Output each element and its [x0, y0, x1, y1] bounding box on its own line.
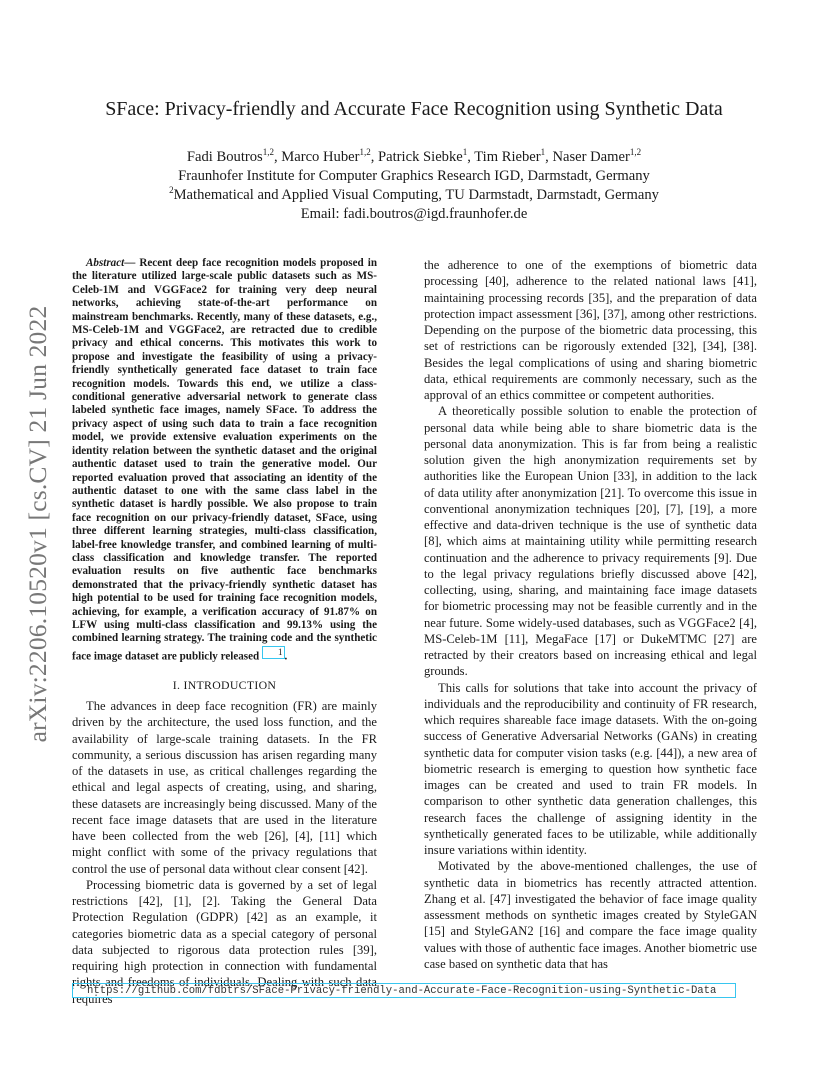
author-name: , Tim Rieber [467, 149, 541, 165]
paragraph: the adherence to one of the exemptions of biometric data processing [40], adherence to the related national laws [41], maintaining processing records [35], and the preparation of data protection impact assessment [36], [37], among other restrictions. Depending on the purpose of the biometric data processing, this set of restrictions can be rigorously extended [32], [34], [38]. Besides the legal complications of using and sharing biometric data, ethical requirements are commonly necessary, such as the approval of an ethics committee or competent authorities. [424, 258, 757, 402]
author-affil: 1,2 [629, 147, 642, 158]
paragraph: The advances in deep face recognition (FR) are mainly driven by the architecture, the used loss function, and the availability of large-scale training datasets. In the FR community, a serious discussion has arisen regarding many of the datasets in use, as critical challenges regarding the ethical and legal aspects of creating, using, and sharing, these datasets are increasingly being discussed. Many of the recent face image datasets that are used in the literature have been collected from the web [26], [4], [11] which might conflict with some of the privacy regulations that control the use of personal data without clear consent [42]. [72, 699, 377, 876]
author-affil: 1 [462, 147, 468, 158]
footnote-number [72, 983, 75, 995]
abstract-end: . [284, 650, 288, 663]
paper-title: SFace: Privacy-friendly and Accurate Face Recognition using Synthetic Data [105, 98, 723, 120]
author-list [0, 147, 828, 167]
author-affil: 1,2 [262, 147, 274, 158]
paragraph: This calls for solutions that take into account the privacy of individuals and the reproducibility and continuity of FR research, which requires shareable face image datasets. With the on-going success of Generative Adversarial Networks (GANs) in creating synthetic data for computer vision tasks (e.g. [44]), a new area of biometric research is emerging to question how synthetic face images can be created and used to train FR models. In comparison to other synthetic data generation challenges, this research faces the challenge of assigning identity in the synthetically generated faces to be utilizable, while additionally insure variations within identity. [424, 680, 757, 857]
abstract [72, 257, 377, 664]
footnote-url[interactable]: https://github.com/fdbtrs/SFace-Privacy-friendly-and-Accurate-Face-Recognition-using-Synthetic-Data [87, 985, 717, 997]
affiliation-2 [0, 185, 828, 205]
author-name: Fadi Boutros [186, 149, 263, 165]
affiliation-1: Fraunhofer Institute for Computer Graphics Research IGD, Darmstadt, Germany [178, 168, 650, 184]
paragraph: Motivated by the above-mentioned challenges, the use of synthetic data in biometrics has recently attracted attention. Zhang et al. [47] investigated the behavior of face image quality assessment methods on synthetic images created by StyleGAN [15] and StyleGAN2 [16] and compare the face image quality values with those of authentic face images. Another biometric use case based on synthetic data that has [424, 859, 757, 971]
affil-marker: 2 [169, 185, 174, 196]
arxiv-identifier: arXiv:2206.10520v1 [cs.CV] 21 Jun 2022 [23, 305, 52, 743]
section-heading: I. INTRODUCTION [172, 677, 277, 692]
footnote-url-link[interactable] [72, 983, 736, 998]
author-name: , Marco Huber [273, 149, 360, 165]
author-name: , Patrick Siebke [370, 149, 463, 165]
footnote-link[interactable]: 1 [262, 646, 285, 659]
left-column [72, 257, 377, 1007]
right-column [424, 257, 757, 972]
abstract-text: — Recent deep face recognition models proposed in the literature utilized large-scale public datasets such as MS-Celeb-1M and VGGFace2 for training very deep neural networks, achieving state-of-the-art performance on mainstream benchmarks. Recently, many of these datasets, e.g., MS-Celeb-1M and VGGFace2, are retracted due to credible privacy and ethical concerns. This motivates this work to propose and investigate the feasibility of using a privacy-friendly synthetically generated face dataset to train face recognition models. Towards this end, we utilize a class-conditional generative adversarial network to generate class labeled synthetic face images, namely SFace. To address the privacy aspect of using such data to train a face recognition model, we provide extensive evaluation experiments on the identity relation between the synthetic dataset and the original authentic dataset used to train the generative model. Our reported evaluation proved that associating an identity of the authentic dataset to one with the same class label in the synthetic dataset is hardly possible. We also propose to train face recognition on our privacy-friendly dataset, SFace, using three different learning strategies, multi-class classification, label-free knowledge transfer, and combined learning of multi-class classification and knowledge transfer. The reported evaluation results on five authentic face benchmarks demonstrated that the privacy-friendly synthetic dataset has high potential to be used for training face recognition models, achieving, for example, a verification accuracy of 91.87% on LFW using multi-class classification and 99.13% using the combined learning strategy. The training code and the synthetic face image dataset are publicly released [72, 257, 377, 663]
abstract-label: Abstract [86, 257, 125, 269]
paragraph: Processing biometric data is governed by a set of legal restrictions [42], [1], [2]. Taking the General Data Protection Regulation (GDPR) [42] as an example, it categories biometric data as a special category of personal data subjected to rigorous data protection rules [39], requiring high protection in connection with fundamental rights and freedoms of individuals. Dealing with such data requires [72, 877, 377, 1006]
author-affil: 1 [540, 147, 546, 158]
contact-email: Email: fadi.boutros@igd.fraunhofer.de [300, 206, 528, 222]
author-affil: 1,2 [359, 147, 371, 158]
paragraph: A theoretically possible solution to enable the protection of personal data while being able to share biometric data is the personal data anonymization. This is far from being a realistic solution given the high anonymization requirements set by authorities like the European Union [33], in addition to the lack of data utility after anonymization [21]. To overcome this issue in conventional anonymization techniques [20], [7], [19], a more effective and data-driven technique is the use of synthetic data [8], which aims at maintaining utility while permitting research continuation and the adherence to privacy requirements [9]. Due to the legal privacy regulations briefly discussed above [42], collecting, using, sharing, and maintaining face image datasets for biometric processing may not be feasible currently and in the near future. Some widely-used databases, such as VGGFace2 [4], MS-Celeb-1M [11], MegaFace [17] or DukeMTMC [27] are retracted by their creators based on increasing ethical and legal grounds. [424, 404, 757, 679]
author-name: , Naser Damer [545, 149, 630, 165]
affiliation-2-text: Mathematical and Applied Visual Computing, TU Darmstadt, Darmstadt, Germany [173, 187, 659, 203]
